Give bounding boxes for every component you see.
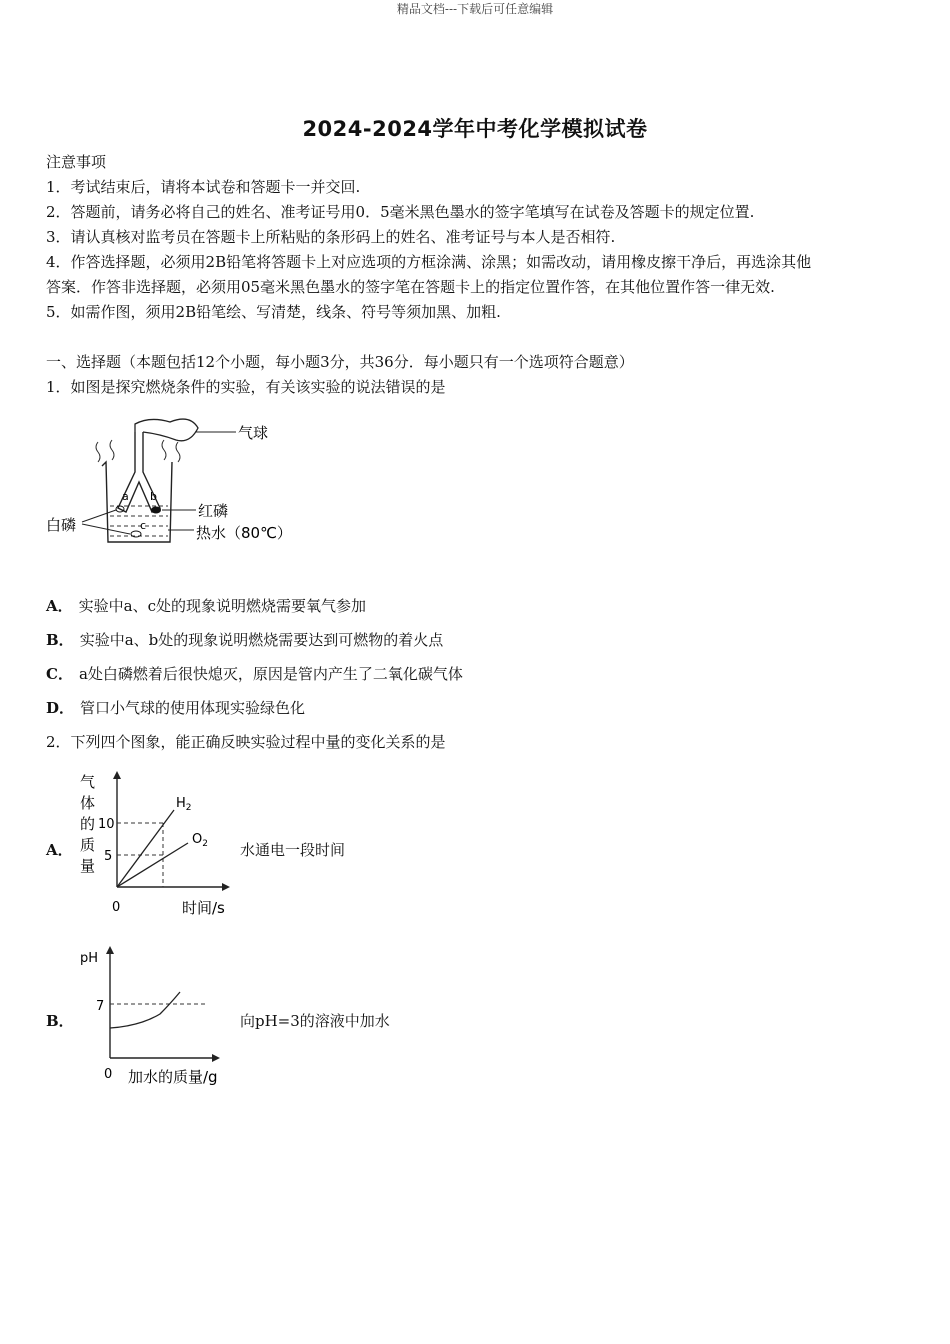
series-h2-label: $H_2$ xyxy=(176,796,192,813)
q2-option-b-key: B． xyxy=(46,1012,74,1030)
notice-heading: 注意事项 xyxy=(46,153,107,171)
series-o2-label: $O_2$ xyxy=(192,832,208,849)
q2-option-a-text: 水通电一段时间 xyxy=(240,841,346,859)
chart-a-xlabel: 时间/s xyxy=(182,899,225,917)
series-ph-curve xyxy=(110,992,180,1028)
chart-ph-water xyxy=(70,940,240,1090)
q1-option-b xyxy=(46,629,443,650)
series-h2-line xyxy=(117,810,174,887)
svg-text:质: 质 xyxy=(80,836,96,854)
svg-text:的: 的 xyxy=(80,815,96,833)
svg-text:气: 气 xyxy=(80,773,96,791)
q1-option-c-text: a处白磷燃着后很快熄灭，原因是管内产生了二氧化碳气体 xyxy=(78,665,463,683)
combustion-experiment-figure xyxy=(40,410,310,560)
question-1-stem: 1．如图是探究燃烧条件的实验，有关该实验的说法错误的是 xyxy=(46,378,446,396)
chart-b-origin: 0 xyxy=(104,1067,113,1082)
q1-option-c xyxy=(46,663,463,684)
q1-option-a xyxy=(46,595,366,616)
q2-option-b-text: 向pH=3的溶液中加水 xyxy=(240,1012,390,1030)
svg-text:量: 量 xyxy=(80,857,96,875)
chart-b-ytick-7: 7 xyxy=(96,999,105,1014)
hot-water-label: 热水（80℃） xyxy=(196,524,292,542)
notice-item-4-cont: 答案．作答非选择题，必须用05毫米黑色墨水的签字笔在答题卡上的指定位置作答，在其他位置作答一律无效. xyxy=(46,278,775,296)
q1-option-a-key: A． xyxy=(46,597,73,615)
chart-a-origin: 0 xyxy=(112,900,121,915)
vapor-marks xyxy=(96,440,180,462)
q1-option-d xyxy=(46,697,305,718)
white-phosphorus-label: 白磷 xyxy=(46,516,77,534)
chart-b-xlabel: 加水的质量/g xyxy=(128,1068,218,1086)
section-heading: 一、选择题（本题包括12个小题，每小题3分，共36分．每小题只有一个选项符合题意） xyxy=(46,353,634,371)
q1-option-a-text: 实验中a、c处的现象说明燃烧需要氧气参加 xyxy=(78,597,366,615)
red-phosphorus xyxy=(151,507,161,514)
q2-option-a-key: A． xyxy=(46,841,73,859)
chart-a-ytick-5: 5 xyxy=(104,849,113,864)
chart-b-ylabel: pH xyxy=(80,951,99,966)
balloon-label: 气球 xyxy=(238,424,269,442)
label-b: b xyxy=(150,490,157,503)
q1-option-d-key: D． xyxy=(46,699,75,717)
notice-item-1: 1．考试结束后，请将本试卷和答题卡一并交回. xyxy=(46,178,361,196)
notice-item-2: 2．答题前，请务必将自己的姓名、准考证号用0．5毫米黑色墨水的签字笔填写在试卷及答题卡的规定位置. xyxy=(46,203,755,221)
svg-text:体: 体 xyxy=(80,794,96,812)
q1-option-b-text: 实验中a、b处的现象说明燃烧需要达到可燃物的着火点 xyxy=(79,631,444,649)
chart-gas-mass xyxy=(70,765,240,925)
notice-item-4: 4．作答选择题，必须用2B铅笔将答题卡上对应选项的方框涂满、涂黑；如需改动，请用橡皮擦干净后，再选涂其他 xyxy=(46,253,812,271)
q1-option-b-key: B． xyxy=(46,631,74,649)
series-o2-line xyxy=(117,843,188,887)
page-title: 2024-2024学年中考化学模拟试卷 xyxy=(302,117,648,141)
question-2-stem: 2．下列四个图象，能正确反映实验过程中量的变化关系的是 xyxy=(46,733,446,751)
notice-item-3: 3．请认真核对监考员在答题卡上所粘贴的条形码上的姓名、准考证号与本人是否相符. xyxy=(46,228,616,246)
chart-a-ytick-10: 10 xyxy=(98,817,115,832)
red-phosphorus-label: 红磷 xyxy=(198,502,229,520)
label-c: c xyxy=(140,519,147,532)
page-header: 精品文档---下载后可任意编辑 xyxy=(396,2,554,16)
q1-option-d-text: 管口小气球的使用体现实验绿色化 xyxy=(80,699,306,717)
notice-item-5: 5．如需作图，须用2B铅笔绘、写清楚，线条、符号等须加黑、加粗. xyxy=(46,303,501,321)
label-a: a xyxy=(122,490,129,503)
balloon xyxy=(135,419,198,441)
q1-option-c-key: C． xyxy=(46,665,73,683)
chart-a-ylabel xyxy=(80,773,95,875)
